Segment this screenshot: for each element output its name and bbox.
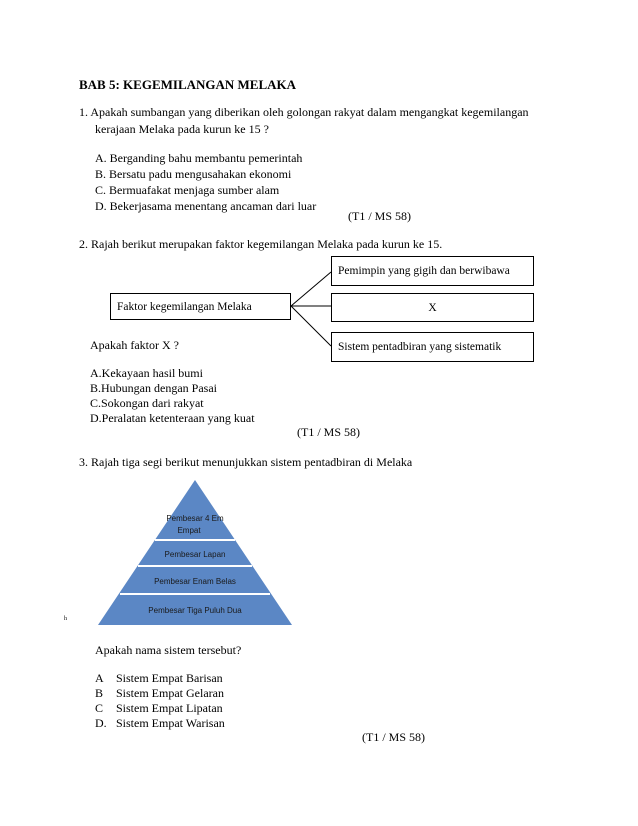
tiny-mark: h: [64, 616, 67, 622]
q2-option-c: C.Sokongan dari rakyat: [90, 396, 204, 410]
q3-option-a-text: Sistem Empat Barisan: [116, 671, 223, 685]
q3-option-c-letter: C: [95, 701, 104, 715]
factor-leader-box: Pemimpin yang gigih dan berwibawa: [331, 256, 534, 286]
page-title: BAB 5: KEGEMILANGAN MELAKA: [79, 77, 297, 92]
pyramid-level-1b: Empat: [177, 526, 201, 535]
q3-stem: 3. Rajah tiga segi berikut menunjukkan sistem pentadbiran di Melaka: [79, 455, 413, 469]
q2-stem: 2. Rajah berikut merupakan faktor kegemilangan Melaka pada kurun ke 15.: [79, 237, 443, 251]
q2-question: Apakah faktor X ?: [90, 338, 179, 352]
q3-question: Apakah nama sistem tersebut?: [95, 643, 242, 657]
q1-option-a: A. Berganding bahu membantu pemerintah: [95, 151, 303, 165]
q1-option-b: B. Bersatu padu mengusahakan ekonomi: [95, 167, 292, 181]
q2-reference: (T1 / MS 58): [297, 425, 360, 439]
pyramid-level-3: Pembesar Enam Belas: [154, 577, 236, 586]
q2-option-a: A.Kekayaan hasil bumi: [90, 366, 203, 380]
pyramid-level-4: Pembesar Tiga Puluh Dua: [148, 606, 242, 615]
q3-option-d-text: Sistem Empat Warisan: [116, 716, 225, 730]
pyramid-level-2: Pembesar Lapan: [164, 550, 226, 559]
q2-option-d: D.Peralatan ketenteraan yang kuat: [90, 411, 255, 425]
factor-admin-box: Sistem pentadbiran yang sistematik: [331, 332, 534, 362]
q3-reference: (T1 / MS 58): [362, 730, 425, 744]
q1-reference: (T1 / MS 58): [348, 209, 411, 223]
q1-option-d: D. Bekerjasama menentang ancaman dari luar: [95, 199, 317, 213]
q1-option-c: C. Bermuafakat menjaga sumber alam: [95, 183, 280, 197]
pyramid-level-1a: Pembesar 4 Em: [166, 514, 224, 523]
factor-x-box: X: [331, 293, 534, 322]
q1-stem-line2: kerajaan Melaka pada kurun ke 15 ?: [95, 122, 269, 136]
q1-stem-line1: 1. Apakah sumbangan yang diberikan oleh golongan rakyat dalam mengangkat kegemilangan: [79, 105, 529, 119]
q2-option-b: B.Hubungan dengan Pasai: [90, 381, 217, 395]
factor-box: Faktor kegemilangan Melaka: [110, 293, 291, 320]
q3-option-a-letter: A: [95, 671, 104, 685]
q3-option-d-letter: D.: [95, 716, 107, 730]
q3-option-b-letter: B: [95, 686, 104, 700]
q3-option-b-text: Sistem Empat Gelaran: [116, 686, 224, 700]
q3-option-c-text: Sistem Empat Lipatan: [116, 701, 223, 715]
